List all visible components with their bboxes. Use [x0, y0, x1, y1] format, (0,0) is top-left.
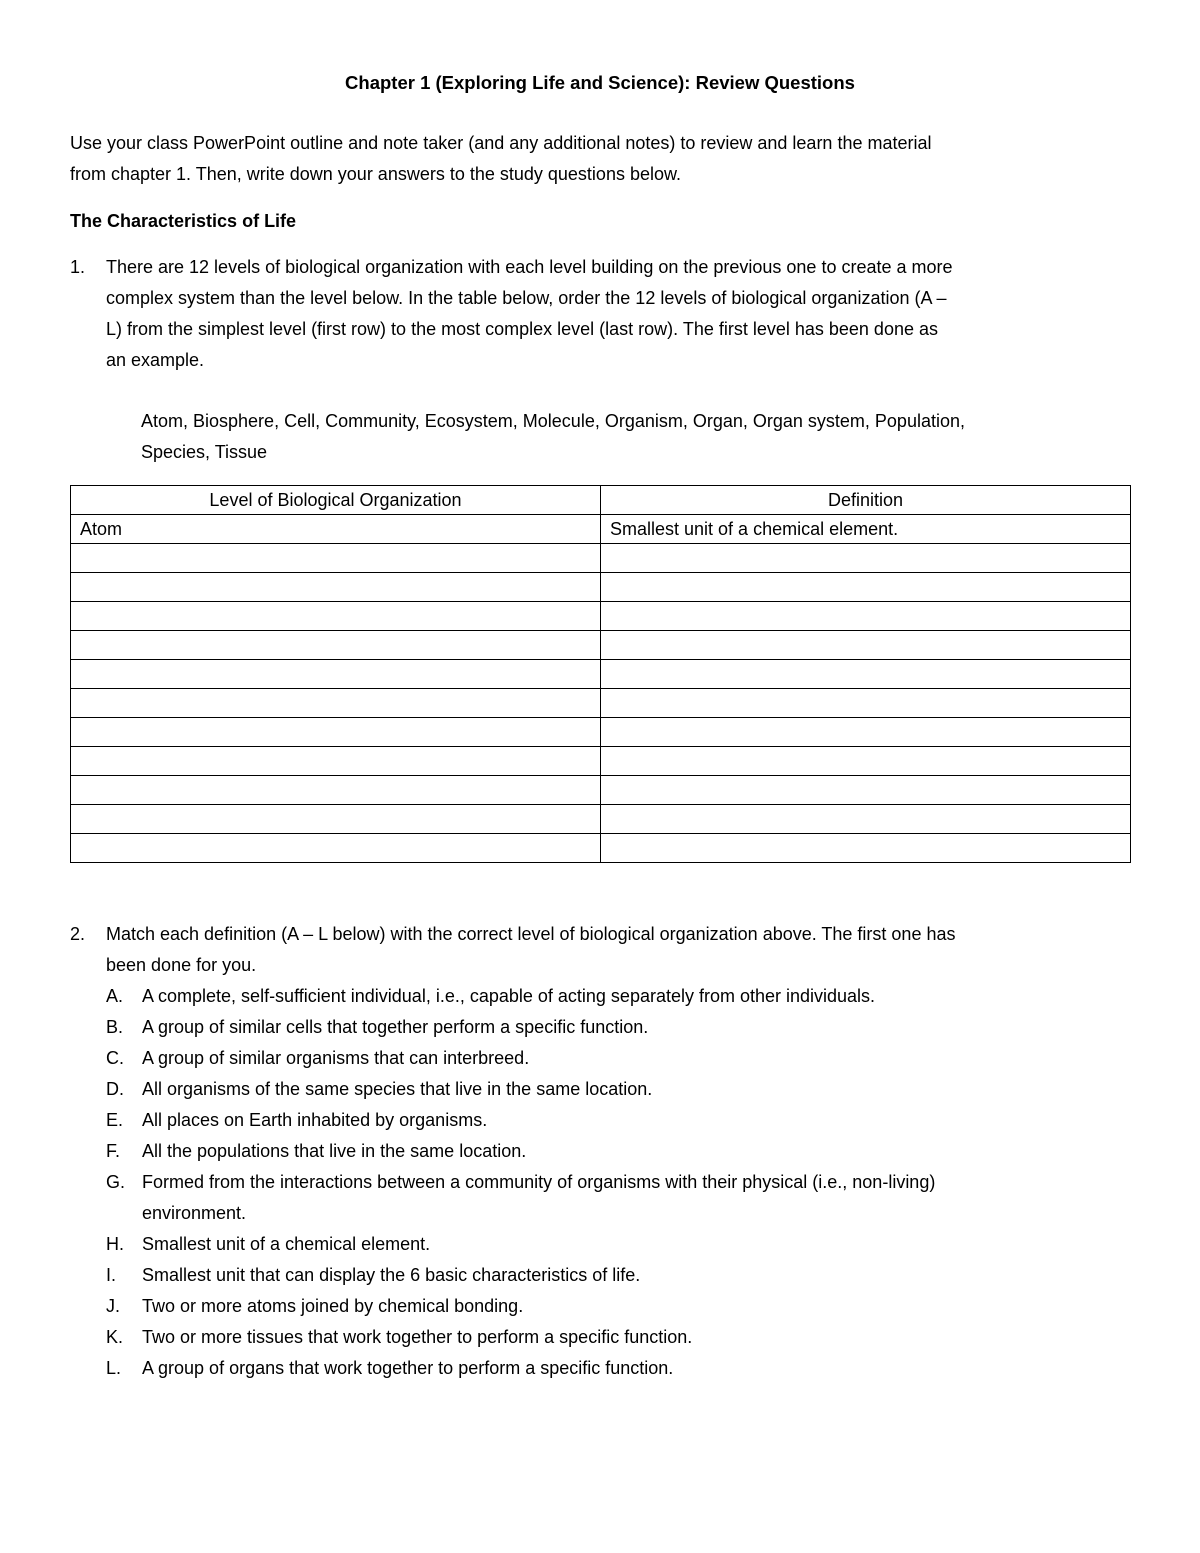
- level-cell[interactable]: [71, 834, 601, 863]
- terms-list: [141, 406, 965, 468]
- table-row: [71, 631, 1131, 660]
- item-letter: K.: [106, 1327, 124, 1347]
- terms-line: Atom, Biosphere, Cell, Community, Ecosystem, Molecule, Organism, Organ, Organ system, Population,: [141, 411, 965, 431]
- level-cell[interactable]: [71, 573, 601, 602]
- level-cell[interactable]: [71, 776, 601, 805]
- level-cell[interactable]: [71, 747, 601, 776]
- intro-line: Use your class PowerPoint outline and note taker (and any additional notes) to review and learn the material: [70, 133, 932, 153]
- list-item: [106, 1105, 955, 1136]
- question-line: L) from the simplest level (first row) to the most complex level (last row). The first level has been done as: [106, 319, 938, 339]
- definition-cell[interactable]: [601, 834, 1131, 863]
- definition-cell[interactable]: [601, 631, 1131, 660]
- list-item: [106, 1074, 955, 1105]
- item-letter: I.: [106, 1265, 117, 1285]
- list-item-line: [106, 1167, 955, 1198]
- item-text: Formed from the interactions between a community of organisms with their physical (i.e., non-living): [142, 1172, 936, 1192]
- table-row: [71, 805, 1131, 834]
- list-item: [106, 1353, 955, 1384]
- item-letter: H.: [106, 1234, 124, 1254]
- question-line: been done for you.: [106, 955, 257, 975]
- definition-cell[interactable]: [601, 602, 1131, 631]
- level-cell[interactable]: [71, 602, 601, 631]
- table-row: [71, 602, 1131, 631]
- table-row: [71, 689, 1131, 718]
- table-row: [71, 515, 1131, 544]
- item-letter: D.: [106, 1079, 124, 1099]
- level-cell[interactable]: [71, 660, 601, 689]
- definition-cell[interactable]: [601, 776, 1131, 805]
- definition-cell[interactable]: [601, 544, 1131, 573]
- list-item-line: [106, 981, 955, 1012]
- intro-paragraph: [70, 128, 932, 190]
- definition-list: [106, 981, 955, 1384]
- item-letter: E.: [106, 1110, 124, 1130]
- table-row: [71, 544, 1131, 573]
- list-item-line: [106, 1105, 955, 1136]
- definition-cell[interactable]: [601, 573, 1131, 602]
- table-row: [71, 573, 1131, 602]
- list-item: [106, 1136, 955, 1167]
- item-text: environment.: [142, 1203, 247, 1223]
- item-text: All places on Earth inhabited by organisms.: [142, 1110, 488, 1130]
- level-cell[interactable]: Atom: [71, 515, 601, 544]
- level-cell[interactable]: [71, 689, 601, 718]
- list-item: [106, 1260, 955, 1291]
- list-item: [106, 981, 955, 1012]
- question-line: There are 12 levels of biological organization with each level building on the previous one to create a more: [106, 257, 953, 277]
- list-item-line: [106, 1012, 955, 1043]
- list-item: [106, 1043, 955, 1074]
- list-item-line: [106, 1260, 955, 1291]
- terms-line: Species, Tissue: [141, 442, 268, 462]
- definition-cell[interactable]: [601, 660, 1131, 689]
- list-item-line: [106, 1291, 955, 1322]
- question-line: complex system than the level below. In the table below, order the 12 levels of biological organization (A –: [106, 288, 947, 308]
- item-letter: A.: [106, 986, 124, 1006]
- list-item-line: [106, 1322, 955, 1353]
- question-number: 2.: [70, 924, 86, 944]
- section-heading: The Characteristics of Life: [70, 211, 297, 231]
- page-title: Chapter 1 (Exploring Life and Science): Review Questions: [345, 72, 855, 93]
- item-letter: G.: [106, 1172, 126, 1192]
- question-number: 1.: [70, 257, 86, 277]
- item-letter: J.: [106, 1296, 121, 1316]
- definition-cell[interactable]: [601, 747, 1131, 776]
- list-item: [106, 1229, 955, 1260]
- table-row: [71, 834, 1131, 863]
- intro-line: from chapter 1. Then, write down your answers to the study questions below.: [70, 164, 681, 184]
- table-header-row: [71, 486, 1131, 515]
- item-text: All the populations that live in the same location.: [142, 1141, 527, 1161]
- item-text: Smallest unit that can display the 6 basic characteristics of life.: [142, 1265, 641, 1285]
- list-item-line: [106, 1043, 955, 1074]
- level-cell[interactable]: [71, 805, 601, 834]
- table-row: [71, 776, 1131, 805]
- item-text: A group of similar organisms that can interbreed.: [142, 1048, 530, 1068]
- level-cell[interactable]: [71, 544, 601, 573]
- question-line: Match each definition (A – L below) with the correct level of biological organization above. The first one has: [106, 924, 956, 944]
- list-item-line: [106, 1198, 955, 1229]
- table-row: [71, 718, 1131, 747]
- definition-cell[interactable]: [601, 689, 1131, 718]
- item-text: A group of similar cells that together perform a specific function.: [142, 1017, 649, 1037]
- item-letter: F.: [106, 1141, 121, 1161]
- item-letter: L.: [106, 1358, 122, 1378]
- level-cell[interactable]: [71, 631, 601, 660]
- organization-table: [70, 485, 1131, 863]
- list-item: [106, 1012, 955, 1043]
- item-text: All organisms of the same species that live in the same location.: [142, 1079, 653, 1099]
- list-item-line: [106, 1353, 955, 1384]
- list-item: [106, 1322, 955, 1353]
- list-item-line: [106, 1229, 955, 1260]
- item-text: Smallest unit of a chemical element.: [142, 1234, 431, 1254]
- table-row: [71, 660, 1131, 689]
- definition-cell[interactable]: [601, 805, 1131, 834]
- item-text: A complete, self-sufficient individual, i.e., capable of acting separately from other individuals.: [142, 986, 876, 1006]
- table-row: [71, 747, 1131, 776]
- item-text: A group of organs that work together to perform a specific function.: [142, 1358, 674, 1378]
- item-letter: C.: [106, 1048, 124, 1068]
- level-cell[interactable]: [71, 718, 601, 747]
- definition-cell[interactable]: Smallest unit of a chemical element.: [601, 515, 1131, 544]
- list-item: [106, 1167, 955, 1229]
- header-definition: Definition: [601, 486, 1131, 515]
- list-item-line: [106, 1136, 955, 1167]
- item-text: Two or more atoms joined by chemical bonding.: [142, 1296, 524, 1316]
- list-item-line: [106, 1074, 955, 1105]
- definition-cell[interactable]: [601, 718, 1131, 747]
- header-level: Level of Biological Organization: [71, 486, 601, 515]
- question-line: an example.: [106, 350, 205, 370]
- item-text: Two or more tissues that work together to perform a specific function.: [142, 1327, 693, 1347]
- list-item: [106, 1291, 955, 1322]
- item-letter: B.: [106, 1017, 124, 1037]
